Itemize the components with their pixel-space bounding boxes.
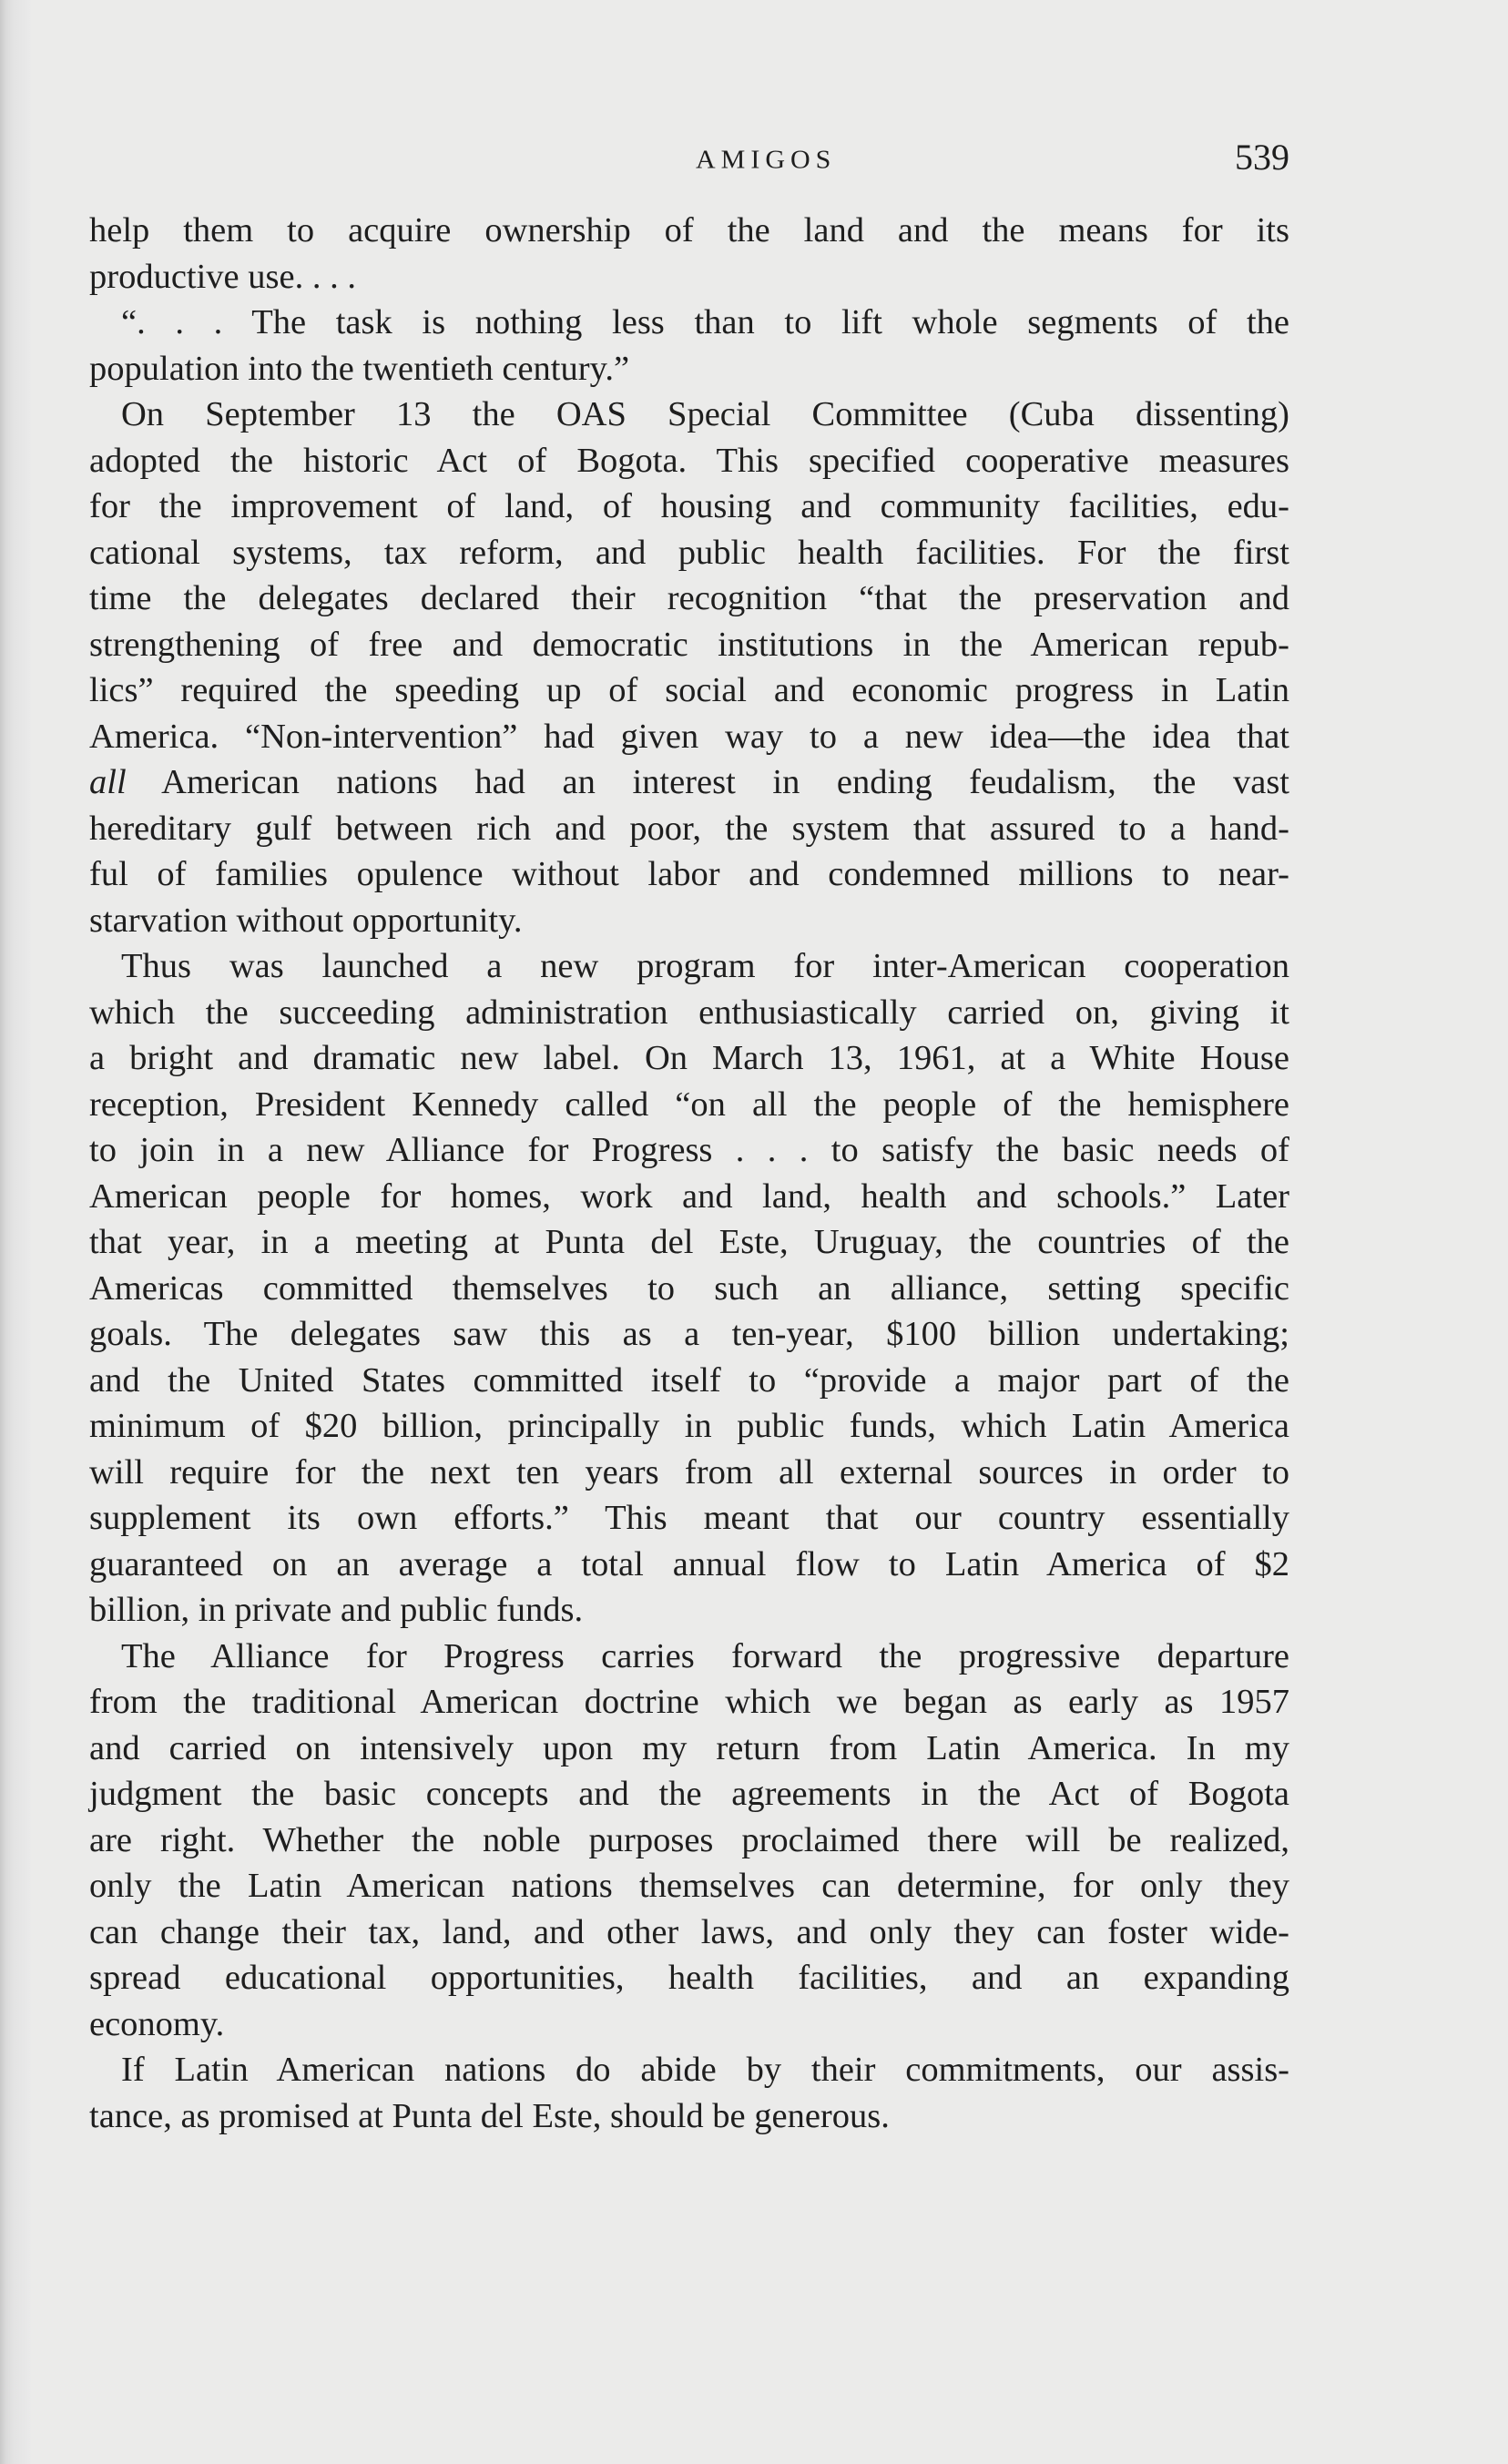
text-line: and the United States committed itself to “provide a major part of the — [89, 1360, 1289, 1400]
text-line: supplement its own efforts.” This meant that our country essentially — [89, 1499, 1289, 1537]
text-line: hereditary gulf between rich and poor, the system that assured to a hand- — [89, 809, 1289, 848]
page-gutter-shadow — [0, 0, 31, 2464]
text-line: starvation without opportunity. — [89, 901, 523, 940]
text-line: cational systems, tax reform, and public health facilities. For the first — [89, 533, 1289, 572]
text-line: population into the twentieth century.” — [89, 349, 630, 388]
text-line: only the Latin American nations themselves can determine, for only they — [89, 1867, 1289, 1905]
text-line: productive use. . . . — [89, 257, 356, 296]
text-line: and carried on intensively upon my return from Latin America. In my — [89, 1728, 1289, 1767]
body-text — [89, 208, 1289, 2139]
text-line: time the delegates declared their recognition “that the preservation and — [89, 579, 1289, 617]
running-head — [89, 0, 1289, 182]
text-line: reception, President Kennedy called “on all the people of the hemisphere — [89, 1084, 1289, 1124]
text-line: America. “Non-intervention” had given way to a new idea—the idea that — [89, 717, 1289, 756]
text-line: tance, as promised at Punta del Este, should be generous. — [89, 2096, 890, 2135]
italic-word: all — [89, 763, 127, 801]
text-line: for the improvement of land, of housing and community facilities, edu- — [89, 487, 1289, 525]
text-line: The Alliance for Progress carries forward the progressive departure — [121, 1636, 1289, 1675]
text-line: adopted the historic Act of Bogota. This specified cooperative measures — [89, 441, 1289, 480]
text-line: minimum of $20 billion, principally in public funds, which Latin America — [89, 1407, 1289, 1445]
text-line-italic-start — [89, 759, 1289, 806]
text-line: that year, in a meeting at Punta del Este, Uruguay, the countries of the — [89, 1223, 1289, 1261]
text-line: which the succeeding administration enthusiastically carried on, giving it — [89, 993, 1289, 1032]
text-line: spread educational opportunities, health facilities, and an expanding — [89, 1959, 1289, 1997]
text-line: lics” required the speeding up of social and economic progress in Latin — [89, 671, 1289, 709]
text-line: judgment the basic concepts and the agreements in the Act of Bogota — [89, 1775, 1289, 1813]
text-line: Thus was launched a new program for inter-American cooperation — [121, 947, 1289, 985]
text-line: Americas committed themselves to such an alliance, setting specific — [89, 1268, 1289, 1308]
page-number: 539 — [1235, 137, 1289, 178]
text-line: guaranteed on an average a total annual flow to Latin America of $2 — [89, 1544, 1289, 1583]
text-line: economy. — [89, 2004, 225, 2043]
text-line: are right. Whether the noble purposes proclaimed there will be realized, — [89, 1820, 1289, 1859]
text-line: “. . . The task is nothing less than to lift whole segments of the — [121, 303, 1289, 341]
text-line: from the traditional American doctrine which we began as early as 1957 — [89, 1683, 1289, 1721]
running-title: AMIGOS — [696, 145, 837, 175]
text-line: can change their tax, land, and other laws, and only they can foster wide- — [89, 1912, 1289, 1951]
text-line: American people for homes, work and land, health and schools.” Later — [89, 1176, 1289, 1216]
text-line: a bright and dramatic new label. On March 13, 1961, at a White House — [89, 1039, 1289, 1077]
text-line: billion, in private and public funds. — [89, 1591, 584, 1629]
text-line: On September 13 the OAS Special Committee (Cuba dissenting) — [121, 395, 1289, 433]
text-line: goals. The delegates saw this as a ten-year, $100 billion undertaking; — [89, 1315, 1289, 1353]
text-line-rest: American nations had an interest in ending feudalism, the vast — [161, 763, 1289, 801]
text-line: strengthening of free and democratic institutions in the American repub- — [89, 625, 1289, 664]
text-line: If Latin American nations do abide by their commitments, our assis- — [121, 2051, 1289, 2089]
text-line: will require for the next ten years from all external sources in order to — [89, 1452, 1289, 1492]
text-line: ful of families opulence without labor and condemned millions to near- — [89, 855, 1289, 893]
text-line: help them to acquire ownership of the land and the means for its — [89, 211, 1289, 249]
text-line: to join in a new Alliance for Progress . . . to satisfy the basic needs of — [89, 1131, 1289, 1169]
